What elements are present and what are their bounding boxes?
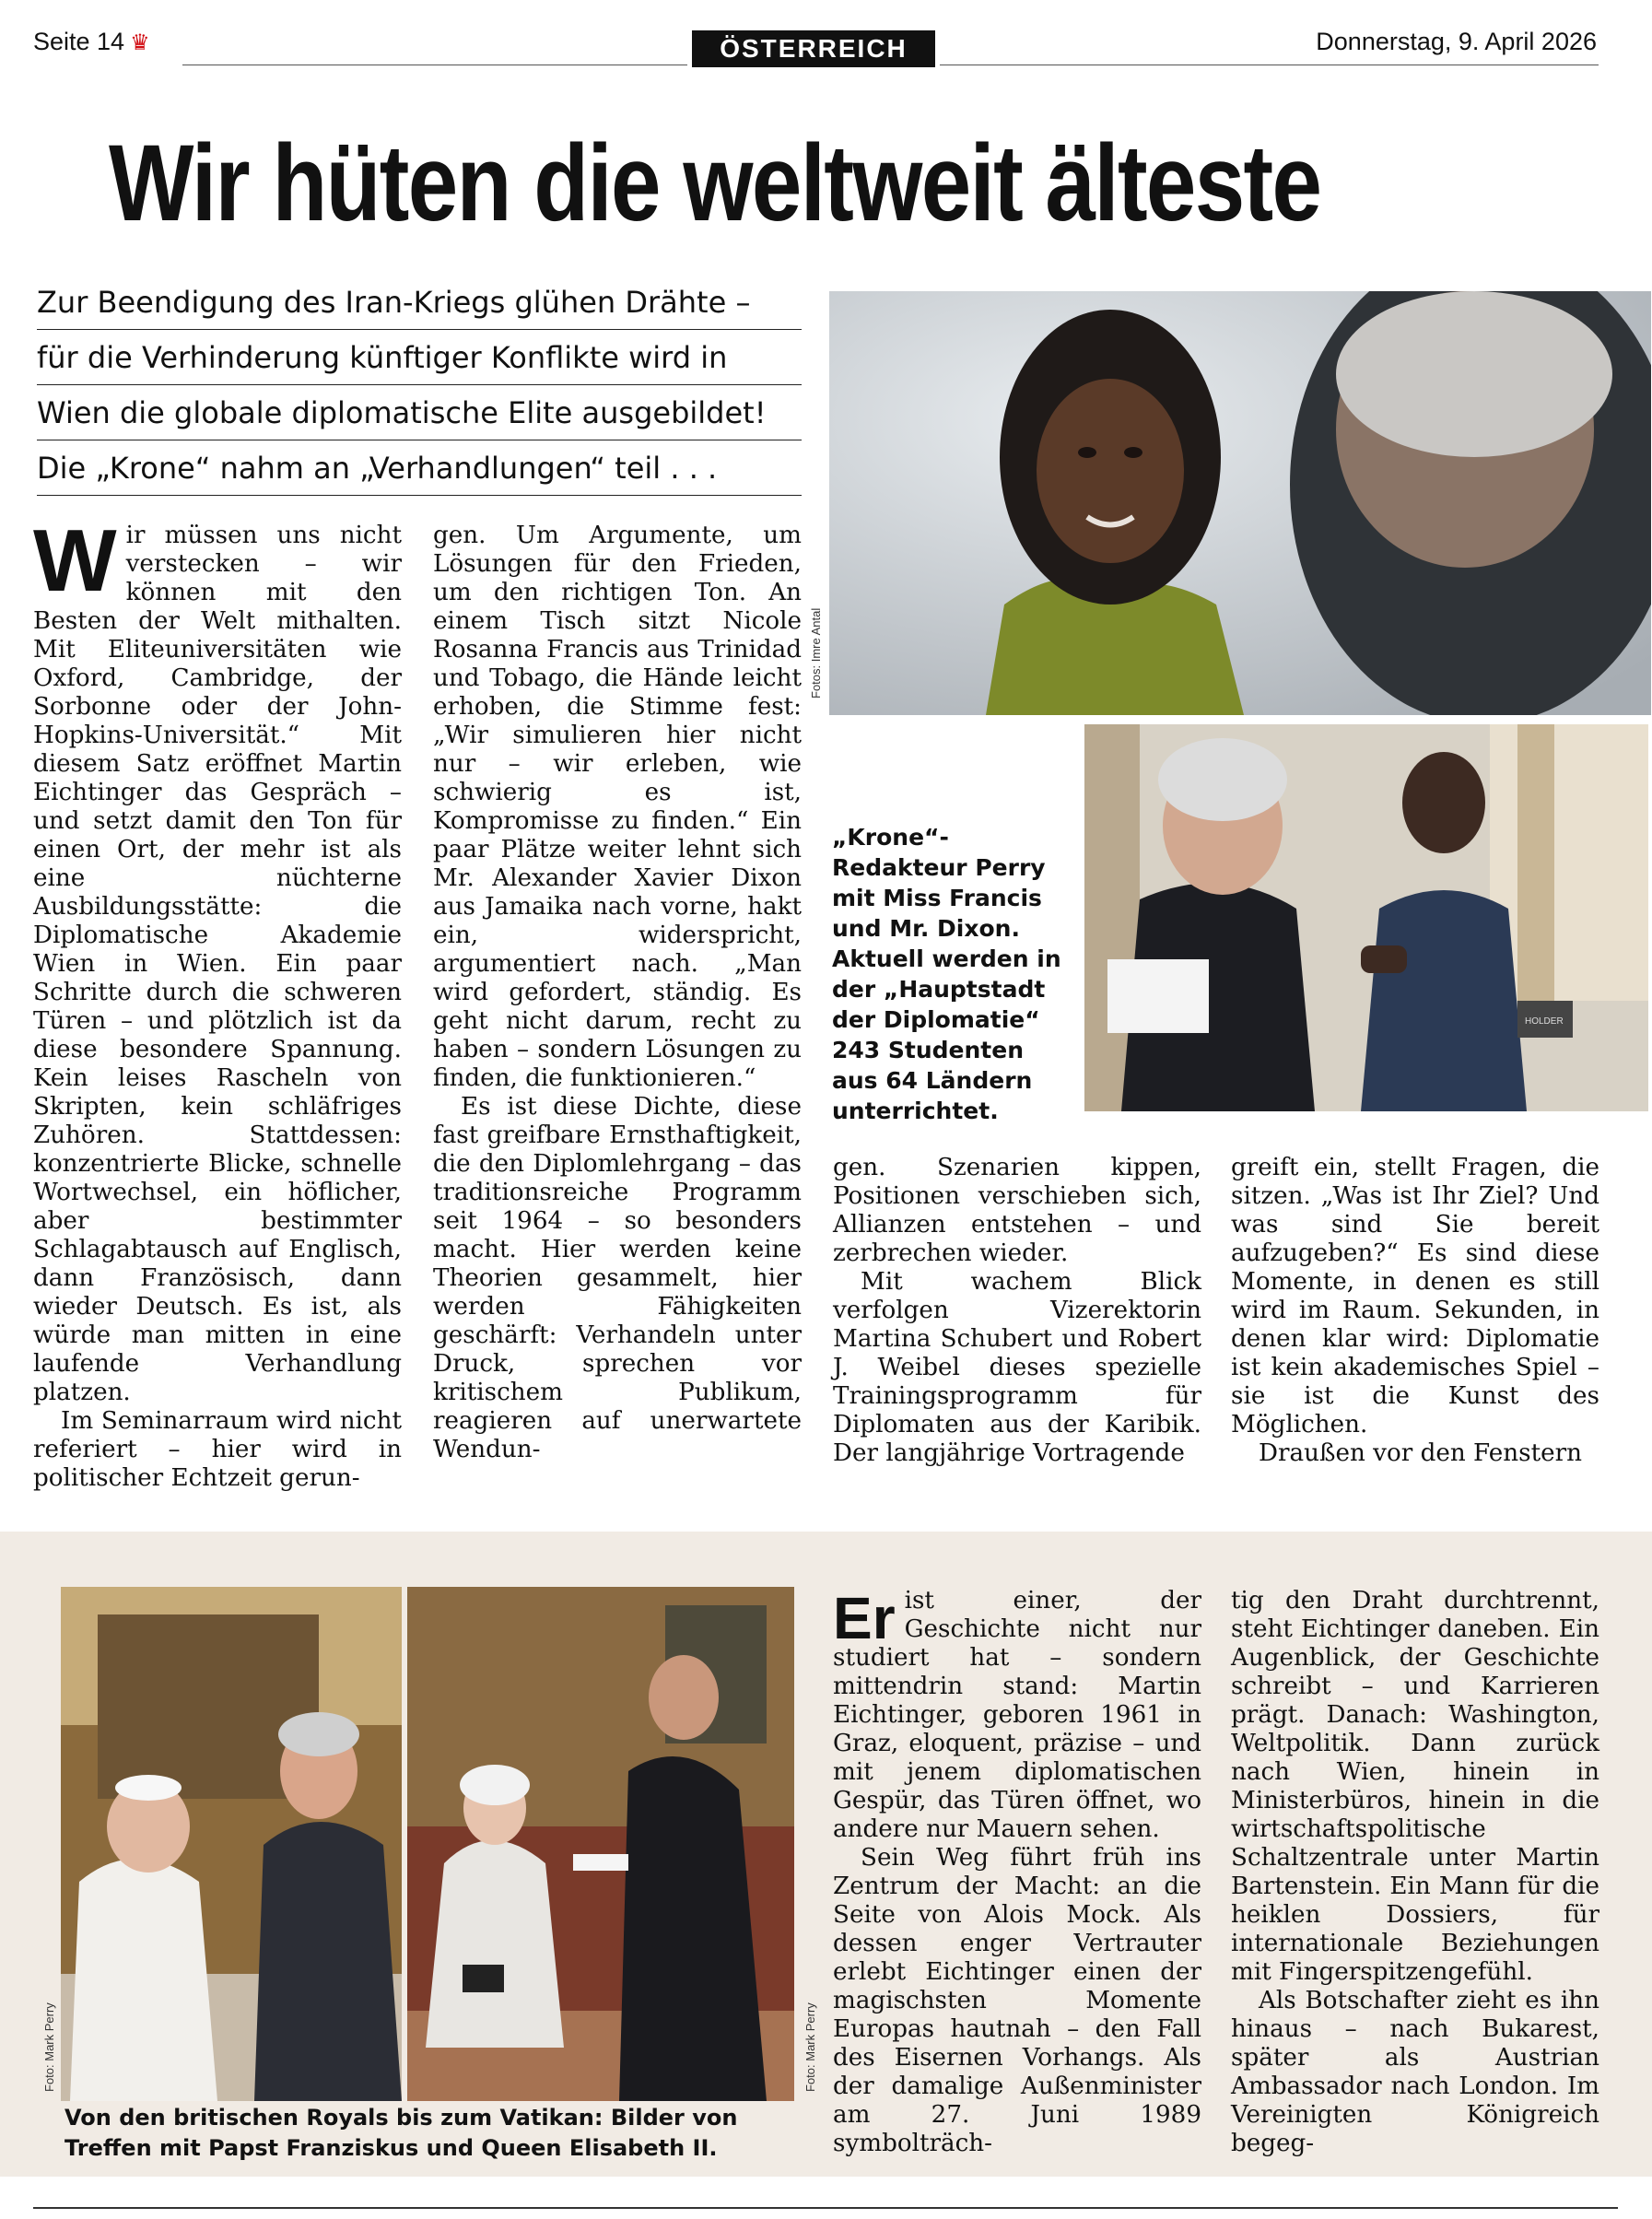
photo-queen [407, 1587, 794, 2101]
paragraph: Mit wachem Blick verfolgen Vizerektorin Martina Schubert und Robert J. Weibel dieses spezielle Trainingsprogramm für Diplomaten aus der Karibik. Der langjährige Vortragende [833, 1268, 1201, 1467]
dropcap: W [33, 511, 117, 610]
dropcap: Er [833, 1585, 896, 1651]
footer-rule [33, 2207, 1618, 2209]
article-column-3 [833, 1154, 1201, 1468]
photo-credit: Fotos: Imre Antal [809, 607, 823, 699]
paragraph: ir müssen uns nicht verstecken – wir können mit den Besten der Welt mithalten. Mit Eliteuniversitäten wie Oxford, Cambridge, der Sorbonne oder der John-Hopkins-Universität.“ Mit diesem Satz eröffnet Martin Eichtinger das Gespräch – und setzt damit den Ton für einen Ort, der mehr ist als eine nüchterne Ausbildungsstätte: die Diplomatische Akademie Wien in Wien. Ein paar Schritte durch die schweren Türen – und plötzlich ist da diese besondere Spannung. Kein leises Rascheln von Skripten, kein schläfriges Zuhören. Stattdessen: konzentrierte Blicke, schnelle Wortwechsel, ein höflicher, aber bestimmter Schlagabtausch auf Englisch, dann Französisch, dann wieder Deutsch. Es ist, als würde man mitten in eine laufende Verhandlung platzen. [33, 522, 402, 1406]
lead-line: für die Verhinderung künftiger Konflikte wird in [37, 330, 802, 385]
paragraph: greift ein, stellt Fragen, die sitzen. „Was ist Ihr Ziel? Und was sind Sie bereit aufzugeben?“ Es sind diese Momente, in denen es still wird im Raum. Sekunden, in denen klar wird: Diplomatie ist kein akademisches Spiel – sie ist die Kunst des Möglichen. [1231, 1154, 1599, 1438]
headline: Wir hüten die weltweit älteste [109, 123, 1321, 244]
photo-credit: Foto: Mark Perry [42, 2002, 56, 2092]
article-column-2 [433, 522, 802, 1464]
paragraph: gen. Um Argumente, um Lösungen für den Frieden, um den richtigen Ton. An einem Tisch sitzt Nicole Rosanna Francis aus Trinidad und Tobago, die Hände leicht erhoben, die Stimme fest: „Wir simulieren hier nicht nur – wir erleben, wie schwierig es ist, Kompromisse zu finden.“ Ein paar Plätze weiter lehnt sich Mr. Alexander Xavier Dixon aus Jamaika nach vorne, hakt ein, widerspricht, argumentiert nach. „Man wird gefordert, ständig. Es geht nicht darum, recht zu haben – sondern Lösungen zu finden, die funktionieren.“ [433, 522, 802, 1092]
photo-queen-image [407, 1587, 794, 2101]
lead-line: Wien die globale diplomatische Elite ausgebildet! [37, 385, 802, 440]
sidebar-column-2 [1231, 1587, 1599, 2158]
issue-date: Donnerstag, 9. April 2026 [1316, 28, 1597, 55]
photo-pope-image [61, 1587, 402, 2101]
paragraph: tig den Draht durchtrennt, steht Eichtinger daneben. Ein Augenblick, der Geschichte schreibt – und Karrieren prägt. Danach: Washington, Weltpolitik. Dann zurück nach Wien, hinein in Ministerbüros, hinein in die wirtschaftspolitische Schaltzentrale unter Martin Bartenstein. Ein Mann für die heiklen Dossiers, für internationale Beziehungen mit Fingerspitzengefühl. [1231, 1587, 1599, 1986]
photo-perry-dixon-image [1084, 724, 1648, 1111]
lead-line: Zur Beendigung des Iran-Kriegs glühen Drähte – [37, 275, 802, 330]
sidebar-column-1 [833, 1587, 1201, 2158]
lead [37, 275, 802, 496]
paragraph: Es ist diese Dichte, diese fast greifbare Ernsthaftigkeit, die den Diplomlehrgang – das traditionsreiche Programm seit 1964 – so besonders macht. Hier werden keine Theorien gesammelt, hier werden Fähigkeiten geschärft: Verhandeln unter Druck, sprechen vor kritischem Publikum, reagieren auf unerwartete Wendun- [433, 1093, 802, 1463]
page-number: Seite 14 ♛ [33, 28, 150, 55]
sidebar-caption: Von den britischen Royals bis zum Vatikan: Bilder von Treffen mit Papst Franziskus und Queen Elisabeth II. [64, 2105, 738, 2161]
section-label: ÖSTERREICH [692, 30, 935, 67]
photo-pope [61, 1587, 402, 2101]
photo-sign-text: HOLDER [1525, 1016, 1564, 1027]
photo-caption: „Krone“-Redakteur Perry mit Miss Francis und Mr. Dixon. Aktuell werden in der „Hauptstadt der Diplomatie“ 243 Studenten aus 64 Ländern unterrichtet. [832, 824, 1061, 1124]
article-column-1 [33, 511, 402, 1493]
photo-francis-image [829, 291, 1651, 715]
paragraph: Als Botschafter zieht es ihn hinaus – nach Bukarest, später als Austrian Ambassador nach London. Im Vereinigten Königreich begeg- [1231, 1987, 1599, 2157]
paragraph: gen. Szenarien kippen, Positionen verschieben sich, Allianzen entstehen – und zerbrechen wieder. [833, 1154, 1201, 1267]
paragraph: ist einer, der Geschichte nicht nur studiert hat – sondern mittendrin stand: Martin Eichtinger, geboren 1961 in Graz, eloquent, präzise – und mit jenem diplomatischen Gespür, das Türen öffnet, wo andere nur Mauern sehen. [833, 1587, 1201, 1843]
crown-icon: ♛ [130, 30, 150, 55]
photo-credit: Foto: Mark Perry [803, 2002, 817, 2092]
paragraph: Draußen vor den Fenstern [1259, 1439, 1582, 1467]
paragraph: Im Seminarraum wird nicht referiert – hier wird in politischer Echtzeit gerun- [33, 1407, 402, 1492]
photo-perry-dixon [1084, 724, 1648, 1111]
article-column-4 [1231, 1154, 1599, 1468]
paragraph: Sein Weg führt früh ins Zentrum der Macht: an die Seite von Alois Mock. Als dessen enger Vertrauter erlebt Eichtinger einen der magischsten Momente Europas hautnah – den Fall des Eisernen Vorhangs. Als der damalige Außenminister am 27. Juni 1989 symbolträch- [833, 1844, 1201, 2157]
lead-line: Die „Krone“ nahm an „Verhandlungen“ teil . . . [37, 440, 802, 496]
photo-francis [829, 291, 1651, 715]
